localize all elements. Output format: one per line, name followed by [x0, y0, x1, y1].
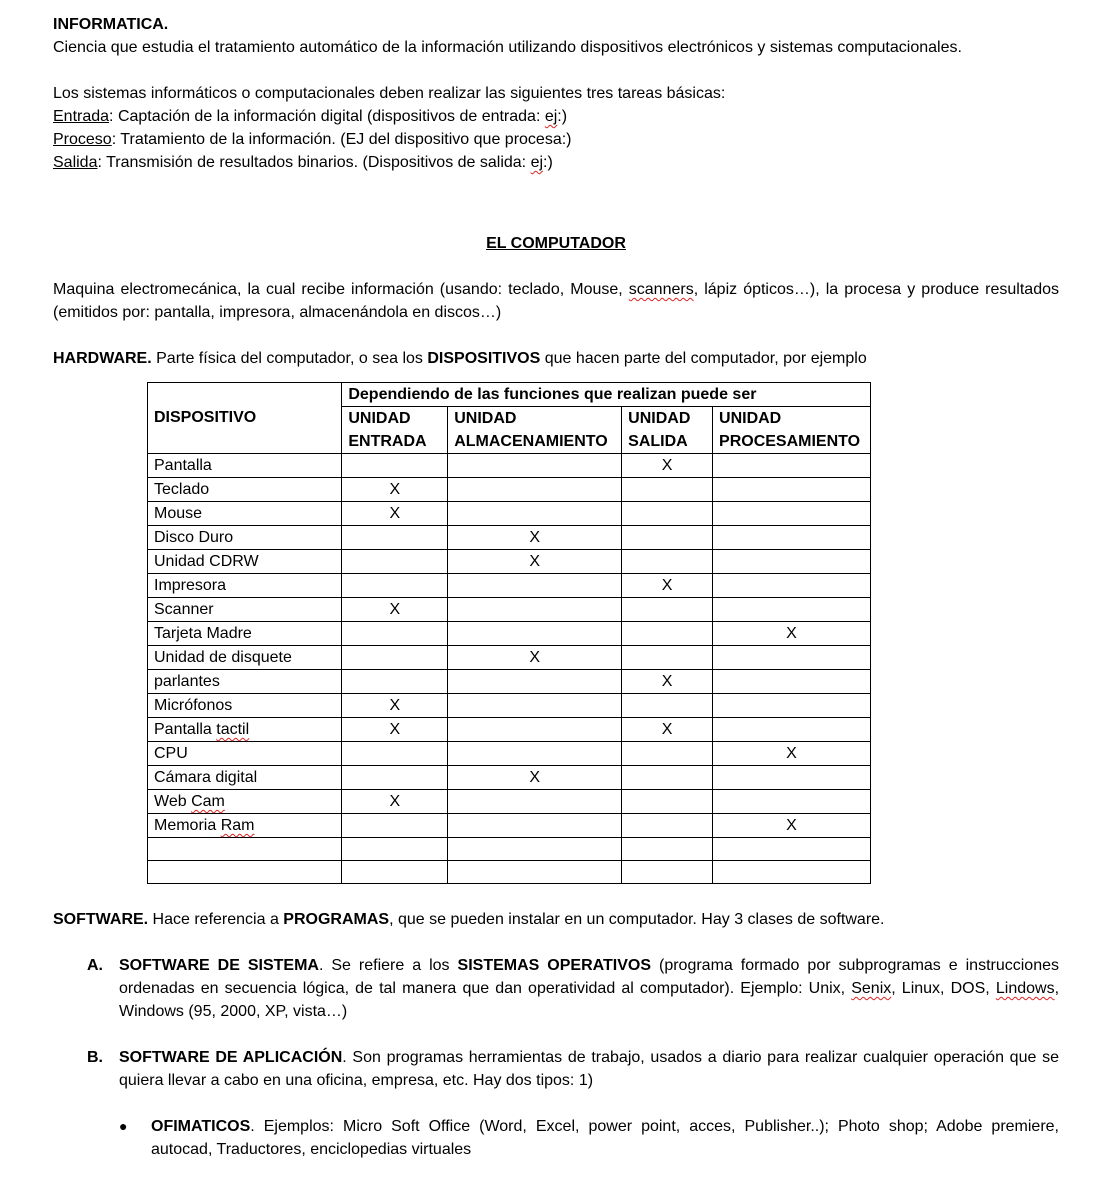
function-mark-cell: X — [622, 454, 713, 478]
function-mark-cell — [713, 526, 871, 550]
function-mark-cell — [342, 742, 448, 766]
function-mark-cell: X — [448, 646, 622, 670]
function-mark-cell — [622, 790, 713, 814]
function-mark-cell — [622, 814, 713, 838]
function-mark-cell: X — [622, 574, 713, 598]
function-mark-cell — [448, 814, 622, 838]
device-name-cell: Web Cam — [148, 790, 342, 814]
devices-table-body — [148, 454, 871, 884]
software-paragraph: SOFTWARE. Hace referencia a PROGRAMAS, que se pueden instalar en un computador. Hay 3 clases de software. — [53, 911, 885, 928]
task-salida: Salida: Transmisión de resultados binarios. (Dispositivos de salida: ej:) — [53, 154, 553, 171]
function-mark-cell — [622, 742, 713, 766]
function-mark-cell — [448, 598, 622, 622]
function-mark-cell: X — [713, 622, 871, 646]
col-header-salida: UNIDAD SALIDA — [622, 407, 713, 454]
col-header-procesamiento: UNIDAD PROCESAMIENTO — [713, 407, 871, 454]
function-mark-cell — [448, 574, 622, 598]
function-mark-cell — [622, 766, 713, 790]
table-row — [148, 454, 871, 478]
function-mark-cell: X — [342, 790, 448, 814]
bullet-dot-icon: ● — [119, 1118, 128, 1134]
function-mark-cell — [713, 598, 871, 622]
informatica-title: INFORMATICA. — [53, 16, 169, 33]
tasks-intro: Los sistemas informáticos o computacionales deben realizar las siguientes tres tareas básicas: — [53, 85, 726, 102]
software-item-b — [87, 1046, 1059, 1092]
function-mark-cell — [622, 646, 713, 670]
function-mark-cell — [342, 814, 448, 838]
function-mark-cell: X — [713, 742, 871, 766]
function-mark-cell — [448, 622, 622, 646]
software-aplicacion-text: SOFTWARE DE APLICACIÓN. Son programas herramientas de trabajo, usados a diario para realizar cualquier operación que se quiera llevar a cabo en una oficina, empresa, etc. Hay dos tipos: 1) — [119, 1049, 1059, 1089]
table-row — [148, 622, 871, 646]
device-name-cell: Memoria Ram — [148, 814, 342, 838]
function-mark-cell: X — [448, 526, 622, 550]
function-mark-cell — [713, 454, 871, 478]
function-mark-cell — [713, 478, 871, 502]
function-mark-cell — [342, 646, 448, 670]
function-mark-cell — [713, 574, 871, 598]
table-row — [148, 646, 871, 670]
list-marker: A. — [87, 957, 103, 974]
function-mark-cell — [713, 861, 871, 884]
function-mark-cell — [342, 622, 448, 646]
table-row — [148, 742, 871, 766]
device-name-cell: Unidad CDRW — [148, 550, 342, 574]
function-mark-cell — [448, 838, 622, 861]
table-row — [148, 670, 871, 694]
devices-table — [147, 382, 871, 884]
device-name-cell: Pantalla — [148, 454, 342, 478]
function-mark-cell — [622, 861, 713, 884]
table-row — [148, 814, 871, 838]
function-mark-cell — [342, 861, 448, 884]
device-name-cell: Micrófonos — [148, 694, 342, 718]
function-mark-cell — [713, 646, 871, 670]
device-name-cell: Scanner — [148, 598, 342, 622]
function-mark-cell — [713, 550, 871, 574]
function-mark-cell: X — [622, 718, 713, 742]
function-mark-cell: X — [342, 694, 448, 718]
function-mark-cell — [622, 502, 713, 526]
table-row — [148, 838, 871, 861]
function-mark-cell — [448, 790, 622, 814]
function-mark-cell — [448, 861, 622, 884]
function-mark-cell — [713, 670, 871, 694]
function-mark-cell — [448, 454, 622, 478]
table-row — [148, 766, 871, 790]
task-entrada: Entrada: Captación de la información digital (dispositivos de entrada: ej:) — [53, 108, 568, 125]
device-name-cell: Mouse — [148, 502, 342, 526]
function-mark-cell — [622, 550, 713, 574]
device-column-header: DISPOSITIVO — [148, 383, 342, 454]
function-mark-cell: X — [622, 670, 713, 694]
ofimaticos-bullet — [119, 1115, 1059, 1161]
table-row — [148, 598, 871, 622]
function-mark-cell: X — [342, 502, 448, 526]
function-mark-cell: X — [448, 550, 622, 574]
function-mark-cell — [342, 550, 448, 574]
function-mark-cell: X — [448, 766, 622, 790]
device-name-cell: Unidad de disquete — [148, 646, 342, 670]
table-row — [148, 790, 871, 814]
col-header-entrada: UNIDAD ENTRADA — [342, 407, 448, 454]
task-proceso: Proceso: Tratamiento de la información. (EJ del dispositivo que procesa:) — [53, 131, 572, 148]
function-mark-cell — [342, 526, 448, 550]
function-mark-cell — [622, 694, 713, 718]
table-row — [148, 502, 871, 526]
function-mark-cell — [342, 670, 448, 694]
device-name-cell: Impresora — [148, 574, 342, 598]
hardware-paragraph: HARDWARE. Parte física del computador, o sea los DISPOSITIVOS que hacen parte del computador, por ejemplo — [53, 350, 867, 367]
table-row — [148, 861, 871, 884]
function-mark-cell — [448, 694, 622, 718]
function-mark-cell — [448, 742, 622, 766]
function-mark-cell — [342, 454, 448, 478]
function-mark-cell — [713, 838, 871, 861]
device-name-cell: Tarjeta Madre — [148, 622, 342, 646]
function-mark-cell — [448, 478, 622, 502]
col-header-almacenamiento: UNIDAD ALMACENAMIENTO — [448, 407, 622, 454]
function-mark-cell — [622, 478, 713, 502]
table-row — [148, 574, 871, 598]
function-mark-cell — [622, 598, 713, 622]
table-row — [148, 526, 871, 550]
computador-heading: EL COMPUTADOR — [486, 235, 626, 252]
device-name-cell — [148, 838, 342, 861]
informatica-definition: Ciencia que estudia el tratamiento automático de la información utilizando dispositivos electrónicos y sistemas computacionales. — [53, 39, 962, 56]
table-row — [148, 478, 871, 502]
function-mark-cell — [713, 766, 871, 790]
device-name-cell: parlantes — [148, 670, 342, 694]
function-mark-cell — [713, 718, 871, 742]
function-mark-cell: X — [713, 814, 871, 838]
device-name-cell: Disco Duro — [148, 526, 342, 550]
function-mark-cell — [622, 838, 713, 861]
function-mark-cell — [342, 838, 448, 861]
table-row — [148, 550, 871, 574]
function-mark-cell — [342, 574, 448, 598]
functions-group-header: Dependiendo de las funciones que realizan puede ser — [342, 383, 871, 407]
list-marker: B. — [87, 1049, 103, 1066]
function-mark-cell: X — [342, 598, 448, 622]
document-page — [53, 13, 1059, 1161]
function-mark-cell — [713, 502, 871, 526]
function-mark-cell — [713, 790, 871, 814]
function-mark-cell: X — [342, 718, 448, 742]
table-row — [148, 718, 871, 742]
function-mark-cell — [622, 622, 713, 646]
software-item-a — [87, 954, 1059, 1023]
ofimaticos-text: OFIMATICOS. Ejemplos: Micro Soft Office (Word, Excel, power point, acces, Publisher..); Photo shop; Adobe premiere, autocad, Traductores, enciclopedias virtuales — [151, 1118, 1059, 1158]
device-name-cell: Cámara digital — [148, 766, 342, 790]
device-name-cell: Pantalla tactil — [148, 718, 342, 742]
software-sistema-text: SOFTWARE DE SISTEMA. Se refiere a los SISTEMAS OPERATIVOS (programa formado por subprogramas e instrucciones ordenadas en secuencia lógica, de tal manera que dan operatividad al computador). Ejemplo: Unix, Senix, Linux, DOS, Lindows, Windows (95, 2000, XP, vista…) — [119, 957, 1060, 1020]
computador-paragraph: Maquina electromecánica, la cual recibe información (usando: teclado, Mouse, scanners, lápiz ópticos…), la procesa y produce resultados (emitidos por: pantalla, impresora, almacenándola en discos…) — [53, 281, 1060, 321]
function-mark-cell — [713, 694, 871, 718]
device-name-cell — [148, 861, 342, 884]
function-mark-cell — [448, 670, 622, 694]
device-name-cell: CPU — [148, 742, 342, 766]
function-mark-cell: X — [342, 478, 448, 502]
function-mark-cell — [448, 718, 622, 742]
function-mark-cell — [622, 526, 713, 550]
function-mark-cell — [342, 766, 448, 790]
device-name-cell: Teclado — [148, 478, 342, 502]
function-mark-cell — [448, 502, 622, 526]
table-row — [148, 694, 871, 718]
